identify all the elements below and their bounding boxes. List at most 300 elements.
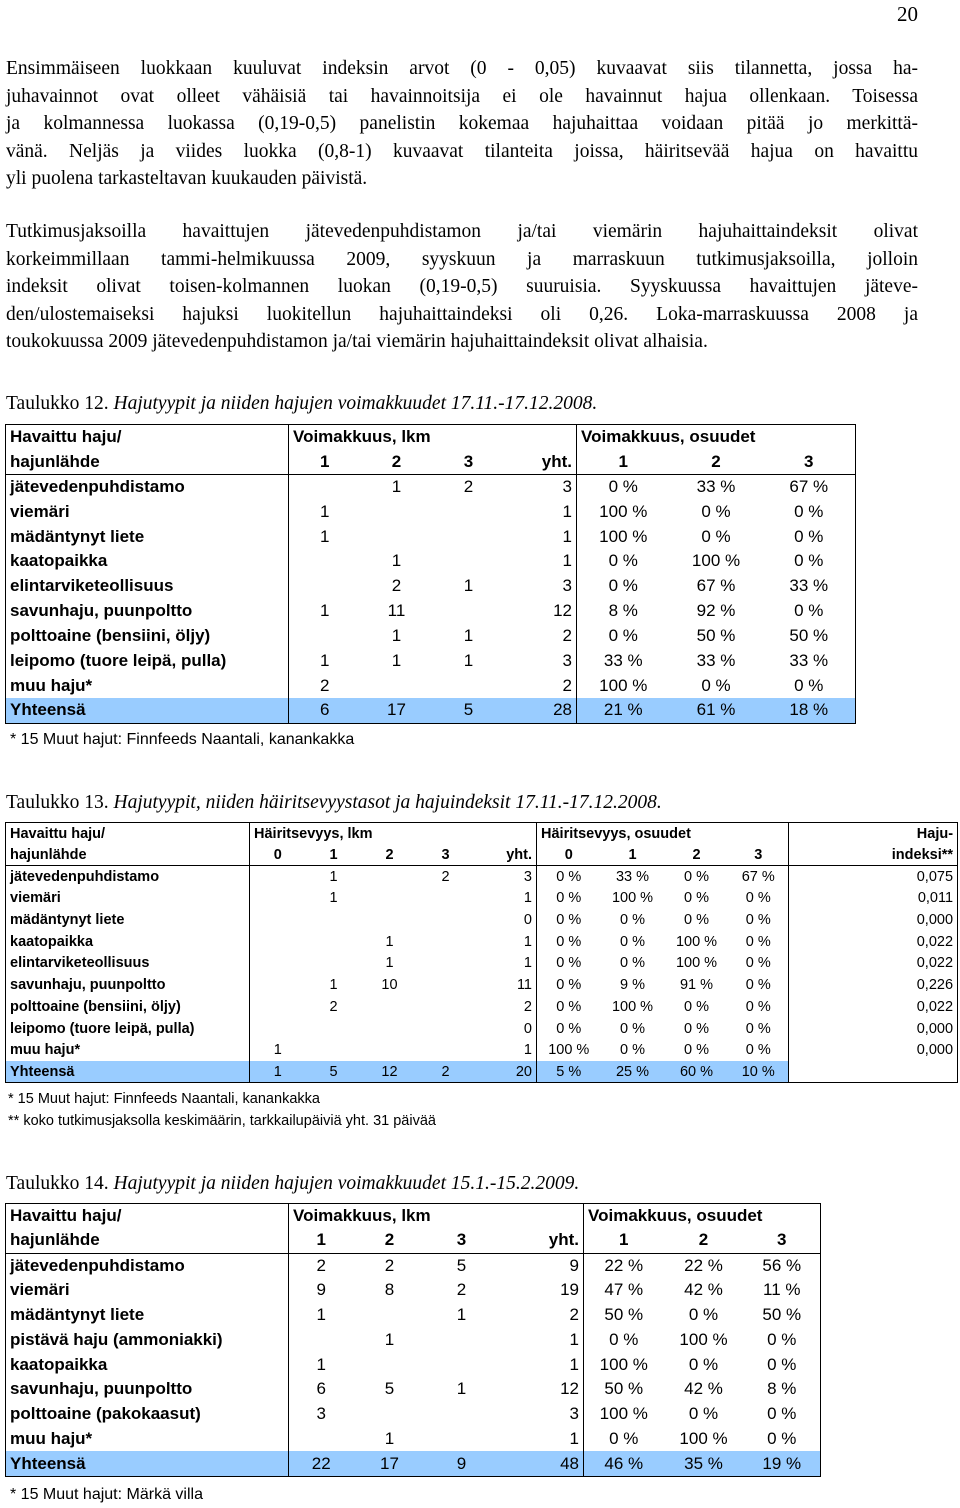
cell-value: 0 % [763, 499, 856, 524]
total-value: 17 [361, 698, 433, 723]
cell-value: 2 [463, 476, 474, 496]
cell-value: 100 % [675, 955, 718, 972]
total-value: 48 [498, 1451, 584, 1476]
cell-value: 1 [498, 1327, 584, 1352]
cell-value: 2 [498, 1303, 584, 1328]
cell-value: 1 [463, 650, 474, 670]
total-value [789, 1061, 958, 1083]
cell-value: 0 % [684, 868, 709, 885]
cell-value: 0 % [556, 1020, 582, 1037]
table13-caption-title: Hajutyypit, niiden häiritsevyystasot ja hajuindeksit 17.11.-17.12.2008. [113, 792, 662, 813]
cell-value [433, 673, 505, 698]
cell-value [289, 474, 361, 499]
cell-value: 0 % [688, 1354, 719, 1374]
header-group-label: Havaittu haju/ [6, 823, 250, 845]
row-label: savunhaju, puunpoltto [6, 974, 250, 996]
cell-value: 1 [456, 1305, 467, 1325]
cell-value: 0,022 [789, 931, 958, 953]
cell-value: 22 % [684, 1255, 723, 1275]
header-group-label: Voimakkuus, osuudet [584, 1204, 821, 1229]
cell-value [306, 909, 362, 931]
cell-value: 2 [329, 998, 338, 1015]
cell-value: 100 % [611, 890, 654, 907]
cell-value: 19 [498, 1278, 584, 1303]
header-row [6, 823, 958, 845]
cell-value: 0 % [684, 890, 709, 907]
cell-value: 0,000 [789, 909, 958, 931]
cell-value: 0 % [763, 524, 856, 549]
cell-value: 2 [316, 1255, 326, 1275]
total-value: 5 [433, 698, 505, 723]
cell-value: 2 [505, 624, 577, 649]
table-row [6, 888, 958, 910]
cell-value: 0 % [744, 1427, 821, 1452]
cell-value [289, 1327, 354, 1352]
table14 [5, 1203, 821, 1477]
table12-note: * 15 Muut hajut: Finnfeeds Naantali, kanankakka [10, 731, 355, 748]
table-row [6, 499, 856, 524]
total-value: 17 [354, 1451, 426, 1476]
cell-value: 1 [474, 953, 537, 975]
cell-value: 1 [391, 650, 402, 670]
table13-caption-prefix: Taulukko 13. [6, 792, 109, 813]
cell-value: 8 % [744, 1377, 821, 1402]
cell-value [418, 1018, 474, 1040]
paragraph-line: ja kolmannessa luokassa (0,19-0,5) panelistin kokemaa hajuhaittaa voidaan pitää jo merkittä- [6, 113, 918, 134]
cell-value: 0 % [556, 998, 582, 1015]
cell-value: 1 [498, 1352, 584, 1377]
cell-value [354, 1303, 426, 1328]
cell-value: 0 % [729, 909, 789, 931]
cell-value: 67 % [729, 866, 789, 888]
cell-value: 100 % [675, 933, 718, 950]
total-value: 12 [362, 1061, 418, 1083]
cell-value: 0 % [763, 599, 856, 624]
cell-value: 67 % [696, 576, 736, 596]
cell-value [418, 996, 474, 1018]
cell-value: 2 [320, 675, 330, 695]
table13-note-1: * 15 Muut hajut: Finnfeeds Naantali, kanankakka [8, 1091, 320, 1107]
row-label: viemäri [6, 888, 250, 910]
table-row [6, 996, 958, 1018]
cell-value [362, 909, 418, 931]
table12-body [6, 425, 856, 724]
cell-value: 0 % [620, 1020, 645, 1037]
cell-value [250, 1018, 306, 1040]
cell-value: 1 [391, 551, 402, 571]
cell-value: 11 [474, 974, 537, 996]
cell-value: 0 % [684, 1042, 709, 1059]
cell-value: 10 [381, 977, 398, 994]
page-number: 20 [897, 2, 918, 26]
column-header: 3 [426, 1228, 498, 1253]
column-header: 3 [744, 1228, 821, 1253]
cell-value: 0 % [763, 549, 856, 574]
cell-value [306, 931, 362, 953]
cell-value [418, 888, 474, 910]
column-header: yht. [505, 449, 577, 474]
column-header: 1 [306, 844, 362, 866]
header-label: hajunlähde [6, 449, 289, 474]
cell-value [306, 953, 362, 975]
table-row [6, 866, 958, 888]
total-value: 2 [418, 1061, 474, 1083]
row-label: muu haju* [6, 673, 289, 698]
cell-value [250, 953, 306, 975]
total-value: 60 % [665, 1061, 729, 1083]
cell-value: 6 [316, 1379, 326, 1399]
cell-value: 1 [316, 1354, 326, 1374]
table13-caption [6, 792, 662, 814]
cell-value: 1 [456, 1379, 467, 1399]
cell-value: 1 [474, 1039, 537, 1061]
cell-value [361, 524, 433, 549]
cell-value [289, 624, 361, 649]
cell-value: 1 [320, 526, 330, 546]
cell-value: 3 [505, 649, 577, 674]
cell-value: 1 [384, 1429, 395, 1449]
cell-value: 0 % [684, 998, 709, 1015]
row-label: kaatopaikka [6, 1352, 289, 1377]
cell-value: 0 % [620, 912, 645, 929]
cell-value: 33 % [603, 650, 643, 670]
cell-value [433, 499, 505, 524]
paragraph-line: korkeimmillaan tammi-helmikuussa 2009, syyskuun ja marraskuun tutkimusjaksoilla, jolloin [6, 248, 918, 270]
column-header: 2 [670, 449, 763, 474]
cell-value: 0 % [729, 996, 789, 1018]
cell-value: 42 % [684, 1280, 723, 1300]
cell-value: 0 % [729, 974, 789, 996]
cell-value [418, 1039, 474, 1061]
cell-value: 1 [320, 601, 330, 621]
row-label: viemäri [6, 1278, 289, 1303]
total-value: 35 % [664, 1451, 744, 1476]
cell-value: 2 [384, 1255, 395, 1275]
table14-caption-prefix: Taulukko 14. [6, 1173, 109, 1194]
cell-value: 0 % [620, 955, 645, 972]
cell-value: 1 [474, 888, 537, 910]
cell-value: 100 % [548, 1042, 590, 1059]
cell-value [362, 866, 418, 888]
table-row [6, 931, 958, 953]
table12-caption-prefix: Taulukko 12. [6, 393, 109, 414]
column-header: 2 [664, 1228, 744, 1253]
total-value: 18 % [763, 698, 856, 723]
cell-value: 8 [384, 1280, 395, 1300]
table-row [6, 953, 958, 975]
cell-value: 1 [505, 524, 577, 549]
table13-body [6, 823, 958, 1083]
column-header: 1 [601, 844, 665, 866]
cell-value: 11 % [744, 1278, 821, 1303]
column-header: 3 [433, 449, 505, 474]
cell-value: 100 % [599, 1404, 648, 1424]
total-value: 20 [474, 1061, 537, 1083]
column-header: yht. [474, 844, 537, 866]
cell-value: 12 [498, 1377, 584, 1402]
total-value: 9 [426, 1451, 498, 1476]
cell-value: 0,075 [789, 866, 958, 888]
total-value: 21 % [577, 698, 670, 723]
paragraph-line: toukokuussa 2009 jätevedenpuhdistamon ja/tai viemärin hajuhaittaindeksit olivat alhaisia. [6, 331, 708, 352]
total-value: 61 % [670, 698, 763, 723]
total-value: 25 % [601, 1061, 665, 1083]
cell-value [433, 599, 505, 624]
total-value: 19 % [744, 1451, 821, 1476]
cell-value [354, 1352, 426, 1377]
header-group-label: Voimakkuus, lkm [289, 1204, 584, 1229]
row-label: kaatopaikka [6, 931, 250, 953]
cell-value [250, 931, 306, 953]
table-row [6, 1427, 821, 1452]
row-label: savunhaju, puunpoltto [6, 599, 289, 624]
table-row [6, 624, 856, 649]
cell-value: 1 [316, 1305, 326, 1325]
cell-value [250, 909, 306, 931]
table12-caption [6, 393, 597, 415]
cell-value: 9 [316, 1280, 326, 1300]
row-label: polttoaine (bensiini, öljy) [6, 624, 289, 649]
cell-value [250, 996, 306, 1018]
cell-value [250, 866, 306, 888]
column-header: 0 [250, 844, 306, 866]
table-row [6, 1253, 821, 1278]
cell-value: 33 % [696, 476, 736, 496]
column-header: 3 [729, 844, 789, 866]
cell-value: 50 % [604, 1379, 644, 1399]
cell-value: 0 % [729, 953, 789, 975]
cell-value: 0 % [729, 888, 789, 910]
cell-value: 0 % [556, 890, 582, 907]
paragraph-line: yli puolena tarkasteltavan kuukauden päivistä. [6, 168, 368, 189]
row-label: polttoaine (bensiini, öljy) [6, 996, 250, 1018]
cell-value [362, 888, 418, 910]
cell-value: 50 % [696, 626, 736, 646]
table-row [6, 474, 856, 499]
cell-value: 0 % [556, 912, 582, 929]
table-row [6, 1039, 958, 1061]
row-label: kaatopaikka [6, 549, 289, 574]
cell-value: 0 [474, 909, 537, 931]
header-group-label: Voimakkuus, osuudet [577, 425, 856, 450]
cell-value: 0 [474, 1018, 537, 1040]
cell-value: 1 [463, 626, 474, 646]
cell-value: 1 [385, 955, 394, 972]
total-value: 28 [505, 698, 577, 723]
cell-value: 11 [387, 601, 406, 621]
total-label: Yhteensä [6, 1451, 289, 1476]
header-row [6, 425, 856, 450]
cell-value [250, 888, 306, 910]
column-header: 1 [289, 1228, 354, 1253]
row-label: muu haju* [6, 1427, 289, 1452]
total-label: Yhteensä [6, 698, 289, 723]
cell-value: 5 [384, 1379, 395, 1399]
cell-value: 0 % [729, 1039, 789, 1061]
table14-caption-title: Hajutyypit ja niiden hajujen voimakkuudet 15.1.-15.2.2009. [113, 1173, 580, 1194]
header-label: hajunlähde [6, 844, 250, 866]
total-row [6, 1061, 958, 1083]
paragraph-line: vänä. Neljäs ja viides luokka (0,8-1) kuvaavat tilanteita joissa, häiritsevää hajua on havaittu [6, 140, 918, 162]
cell-value: 1 [474, 931, 537, 953]
row-label: viemäri [6, 499, 289, 524]
cell-value: 0 % [556, 955, 582, 972]
cell-value [289, 549, 361, 574]
cell-value: 3 [498, 1402, 584, 1427]
cell-value [361, 499, 433, 524]
row-label: mädäntynyt liete [6, 524, 289, 549]
header-group-label: Häiritsevyys, osuudet [537, 823, 789, 845]
paragraph-line: Tutkimusjaksoilla havaittujen jätevedenpuhdistamon ja/tai viemärin hajuhaittaindeksit olivat [6, 221, 918, 242]
cell-value: 1 [505, 499, 577, 524]
cell-value [361, 673, 433, 698]
cell-value: 2 [441, 868, 450, 885]
cell-value: 0 % [608, 551, 638, 571]
cell-value: 33 % [615, 868, 650, 885]
cell-value: 0 % [609, 1329, 639, 1349]
cell-value: 1 [329, 868, 338, 885]
cell-value [250, 974, 306, 996]
cell-value: 0 % [620, 933, 645, 950]
table-row [6, 1377, 821, 1402]
column-header: indeksi** [789, 844, 958, 866]
total-value: 1 [250, 1061, 306, 1083]
header-group-label: Haju- [789, 823, 958, 845]
cell-value: 0 % [701, 501, 731, 521]
total-value: 22 [289, 1451, 354, 1476]
table-row [6, 649, 856, 674]
cell-value: 67 % [763, 474, 856, 499]
cell-value: 100 % [599, 675, 648, 695]
column-header: 2 [362, 844, 418, 866]
cell-value: 0 % [744, 1352, 821, 1377]
cell-value [426, 1327, 498, 1352]
paragraph-odor-index-classes [6, 55, 918, 193]
cell-value: 100 % [611, 998, 654, 1015]
column-header: 1 [584, 1228, 664, 1253]
table-row [6, 1402, 821, 1427]
cell-value: 1 [273, 1042, 282, 1059]
row-label: jätevedenpuhdistamo [6, 474, 289, 499]
cell-value: 33 % [763, 649, 856, 674]
table14-note: * 15 Muut hajut: Märkä villa [10, 1486, 203, 1503]
header-row [6, 449, 856, 474]
total-value: 6 [289, 698, 361, 723]
cell-value: 0,011 [789, 888, 958, 910]
cell-value: 33 % [696, 650, 736, 670]
row-label: leipomo (tuore leipä, pulla) [6, 1018, 250, 1040]
cell-value: 47 % [604, 1280, 644, 1300]
row-label: leipomo (tuore leipä, pulla) [6, 649, 289, 674]
cell-value [418, 909, 474, 931]
total-value: 46 % [584, 1451, 664, 1476]
cell-value: 1 [385, 933, 394, 950]
cell-value [418, 931, 474, 953]
row-label: elintarviketeollisuus [6, 574, 289, 599]
cell-value: 0 % [744, 1327, 821, 1352]
row-label: pistävä haju (ammoniakki) [6, 1327, 289, 1352]
column-header: 2 [354, 1228, 426, 1253]
header-row [6, 1228, 821, 1253]
cell-value [433, 549, 505, 574]
row-label: muu haju* [6, 1039, 250, 1061]
table12 [5, 424, 856, 724]
column-header: 1 [289, 449, 361, 474]
cell-value: 100 % [679, 1329, 728, 1349]
cell-value [418, 974, 474, 996]
cell-value: 1 [320, 501, 330, 521]
cell-value [306, 1018, 362, 1040]
cell-value: 1 [391, 626, 402, 646]
header-group-label: Häiritsevyys, lkm [250, 823, 537, 845]
cell-value: 1 [384, 1329, 395, 1349]
cell-value: 2 [474, 996, 537, 1018]
cell-value: 0 % [701, 526, 731, 546]
row-label: mädäntynyt liete [6, 909, 250, 931]
cell-value: 0,022 [789, 953, 958, 975]
paragraph-line: Ensimmäiseen luokkaan kuuluvat indeksin arvot (0 - 0,05) kuvaavat siis tilannetta, jossa ha- [6, 58, 918, 79]
cell-value: 1 [463, 576, 474, 596]
cell-value: 0 % [608, 576, 638, 596]
total-value: 5 [306, 1061, 362, 1083]
cell-value [426, 1402, 498, 1427]
cell-value: 0 % [684, 912, 709, 929]
header-label: hajunlähde [6, 1228, 289, 1253]
cell-value [306, 1039, 362, 1061]
table-row [6, 1303, 821, 1328]
row-label: jätevedenpuhdistamo [6, 1253, 289, 1278]
cell-value: 0 % [729, 931, 789, 953]
cell-value: 0 % [620, 1042, 645, 1059]
total-row [6, 698, 856, 723]
header-group-label: Havaittu haju/ [6, 1204, 289, 1229]
row-label: savunhaju, puunpoltto [6, 1377, 289, 1402]
cell-value: 0 % [688, 1404, 719, 1424]
cell-value: 50 % [763, 624, 856, 649]
cell-value: 0 % [684, 1020, 709, 1037]
cell-value: 0 % [608, 476, 638, 496]
cell-value: 2 [391, 576, 402, 596]
column-header: 2 [665, 844, 729, 866]
cell-value: 0,000 [789, 1018, 958, 1040]
table-row [6, 1018, 958, 1040]
column-header: 3 [763, 449, 856, 474]
cell-value: 2 [456, 1280, 467, 1300]
row-label: elintarviketeollisuus [6, 953, 250, 975]
cell-value: 1 [505, 549, 577, 574]
cell-value: 22 % [604, 1255, 644, 1275]
cell-value: 1 [391, 476, 402, 496]
cell-value [426, 1352, 498, 1377]
row-label: jätevedenpuhdistamo [6, 866, 250, 888]
cell-value: 0 % [701, 675, 731, 695]
cell-value: 50 % [744, 1303, 821, 1328]
total-value: 10 % [729, 1061, 789, 1083]
cell-value: 0 % [556, 868, 582, 885]
cell-value [433, 524, 505, 549]
paragraph-line: juhavainnot ovat olleet vähäisiä tai havainnoitsija ei ole havainnut hajua ollenkaan. Toisessa [6, 85, 918, 107]
cell-value: 0 % [729, 1018, 789, 1040]
table13 [5, 822, 958, 1083]
table14-body [6, 1204, 821, 1477]
cell-value: 0 % [556, 933, 582, 950]
cell-value: 0 % [763, 673, 856, 698]
cell-value [418, 953, 474, 975]
cell-value: 9 % [620, 977, 645, 994]
paragraph-study-periods [6, 218, 918, 356]
cell-value: 33 % [763, 574, 856, 599]
cell-value: 0,226 [789, 974, 958, 996]
